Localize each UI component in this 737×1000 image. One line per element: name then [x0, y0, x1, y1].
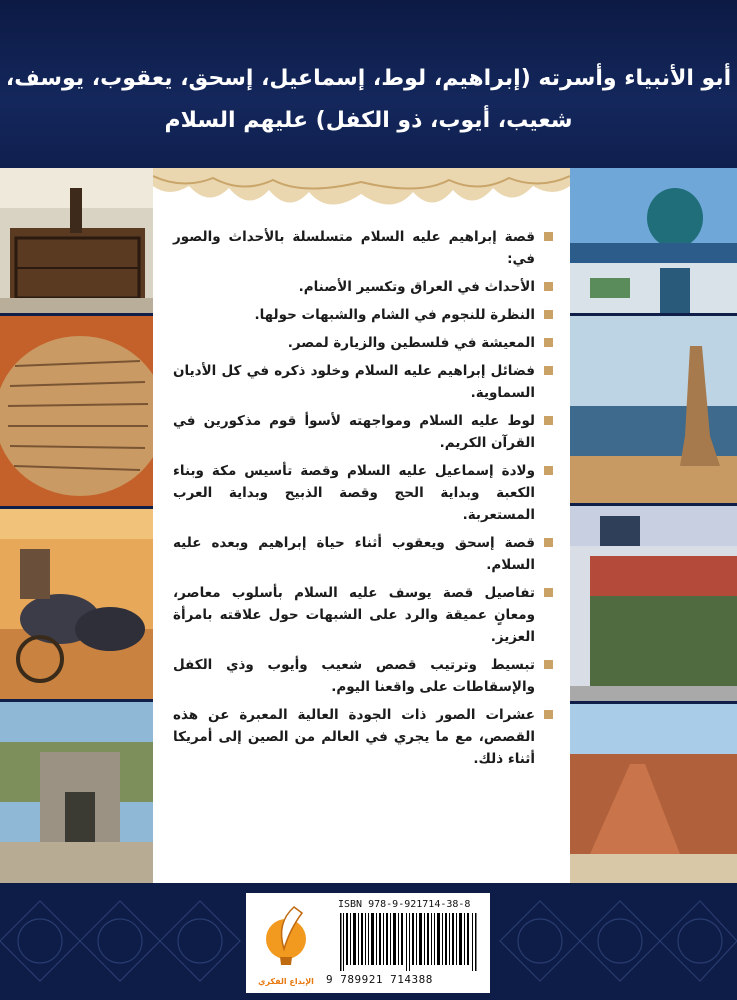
list-item: عشرات الصور ذات الجودة العالية المعبرة عن هذه القصص، مع ما يجري في العالم من الصين إلى أمريكا أثناء ذلك.	[173, 704, 553, 770]
museum-photo	[0, 168, 153, 313]
bullet-square-icon	[544, 416, 553, 425]
bullet-square-icon	[544, 310, 553, 319]
barcode-number: 9 789921 714388	[326, 973, 433, 986]
list-item: الأحداث في العراق وتكسير الأصنام.	[173, 276, 553, 298]
tomb-photo	[570, 506, 737, 701]
ruins-photo	[0, 702, 153, 883]
right-image-column	[570, 168, 737, 883]
barcode-bars	[340, 913, 478, 971]
list-item: المعيشة في فلسطين والزيارة لمصر.	[173, 332, 553, 354]
publisher-name: الإبداع الفكري	[258, 977, 314, 986]
shrine-photo	[570, 168, 737, 313]
bullet-square-icon	[544, 588, 553, 597]
barcode-box	[246, 893, 490, 993]
header-band	[0, 0, 737, 168]
arabesque-ornament	[153, 168, 570, 220]
list-item: قصة إسحق ويعقوب أثناء حياة إبراهيم وبعده عليه السلام.	[173, 532, 553, 576]
list-item: تفاصيل قصة يوسف عليه السلام بأسلوب معاصر، ومعانٍ عميقة والرد على الشبهات حول علاقته بامرأة العزيز.	[173, 582, 553, 648]
book-title-line-1: أبو الأنبياء وأسرته (إبراهيم، لوط، إسماعيل، إسحق، يعقوب، يوسف،	[5, 66, 732, 91]
bullet-square-icon	[544, 282, 553, 291]
list-item: قصة إبراهيم عليه السلام متسلسلة بالأحداث والصور في:	[173, 226, 553, 270]
list-item: ولادة إسماعيل عليه السلام وقصة تأسيس مكة وبناء الكعبة وبداية الحج وقصة الذبيح وبداية العرب المستعربة.	[173, 460, 553, 526]
left-image-column	[0, 168, 153, 883]
list-item: النظرة للنجوم في الشام والشبهات حولها.	[173, 304, 553, 326]
pillar-of-salt-photo	[570, 316, 737, 503]
contents-panel	[153, 168, 570, 888]
bullet-square-icon	[544, 338, 553, 347]
list-item: تبسيط وترتيب قصص شعيب وأيوب وذي الكفل والإسقاطات على واقعنا اليوم.	[173, 654, 553, 698]
bullet-square-icon	[544, 710, 553, 719]
bullet-square-icon	[544, 366, 553, 375]
clay-tablet-photo	[0, 316, 153, 506]
bullet-square-icon	[544, 538, 553, 547]
features-list	[173, 226, 553, 776]
quill-bulb-logo-icon	[256, 899, 316, 979]
list-item: لوط عليه السلام ومواجهته لأسوأ قوم مذكورين في القرآن الكريم.	[173, 410, 553, 454]
ziggurat-photo	[570, 704, 737, 883]
list-item: فضائل إبراهيم عليه السلام وخلود ذكره في كل الأديان السماوية.	[173, 360, 553, 404]
bullet-square-icon	[544, 660, 553, 669]
bullet-square-icon	[544, 466, 553, 475]
bullet-square-icon	[544, 232, 553, 241]
isbn-text: ISBN 978-9-921714-38-8	[338, 899, 471, 910]
chariot-painting	[0, 509, 153, 699]
book-title-line-2: شعيب، أيوب، ذو الكفل) عليهم السلام	[164, 108, 573, 133]
